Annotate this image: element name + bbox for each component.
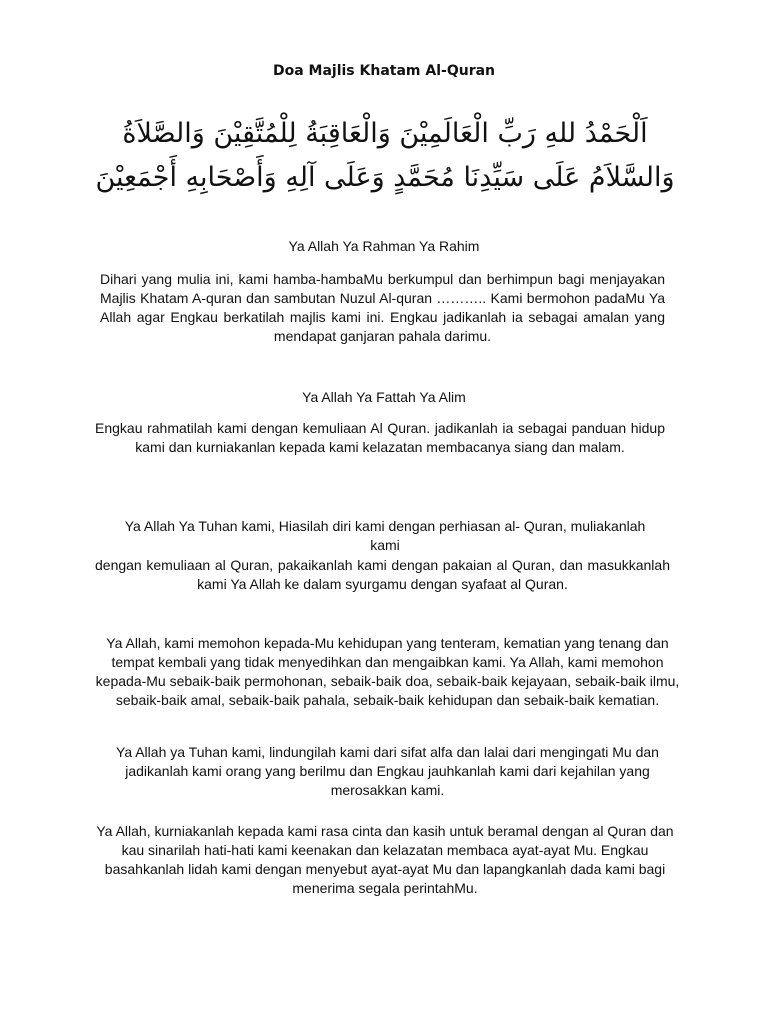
- heading-fattah-alim: Ya Allah Ya Fattah Ya Alim: [302, 389, 466, 405]
- paragraph-sifat-lalai: Ya Allah ya Tuhan kami, lindungilah kami dari sifat alfa dan lalai dari mengingati Mu dan jadikanlah kami orang yang berilmu dan Engkau jauhkanlah kami dari kejahilan yang merosakkan kami.: [116, 744, 659, 798]
- heading-rahman-rahim: Ya Allah Ya Rahman Ya Rahim: [288, 238, 480, 254]
- paragraph-hiasilah-line-1: Ya Allah Ya Tuhan kami, Hiasilah diri kami dengan perhiasan al- Quran, muliakanlah kami: [124, 518, 646, 553]
- document-title: Doa Majlis Khatam Al-Quran: [272, 63, 496, 79]
- arabic-opening-prayer: اَلْحَمْدُ للهِ رَبِّ الْعَالَمِيْنَ وَالْعَاقِبَةُ لِلْمُتَّقِيْنَ وَالصَّلاَةُ وَالسَّلاَمُ عَلَى سَيِّدِنَا مُحَمَّدٍ وَعَلَى آلِهِ وَأَصْحَابِهِ أَجْمَعِيْنَ: [95, 118, 675, 193]
- paragraph-hiasilah-line-2: dengan kemuliaan al Quran, pakaikanlah kami dengan pakaian al Quran, dan masukkanlah kami Ya Allah ke dalam syurgamu dengan syafaat al Quran.: [95, 557, 670, 592]
- paragraph-rahmat-quran: Engkau rahmatilah kami dengan kemuliaan Al Quran. jadikanlah ia sebagai panduan hidup kami dan kurniakanlan kepada kami kelazatan membacanya siang dan malam.: [95, 420, 665, 455]
- paragraph-kehidupan-tenteram: Ya Allah, kami memohon kepada-Mu kehidupan yang tenteram, kematian yang tenang dan tempat kembali yang tidak menyedihkan dan mengaibkan kami. Ya Allah, kami memohon kepada-Mu sebaik-baik permohonan, sebaik-baik doa, sebaik-baik kejayaan, sebaik-baik ilmu, sebaik-baik amal, sebaik-baik pahala, sebaik-baik kehidupan dan sebaik-baik kematian.: [95, 635, 680, 708]
- paragraph-majlis-intro: Dihari yang mulia ini, kami hamba-hambaMu berkumpul dan berhimpun bagi menjayakan Majlis Khatam A-quran dan sambutan Nuzul Al-quran ……….. Kami bermohon padaMu Ya Allah agar Engkau berkatilah majlis kami ini. Engkau jadikanlah ia sebagai amalan yang mendapat ganjaran pahala darimu.: [100, 271, 665, 344]
- paragraph-cinta-quran: Ya Allah, kurniakanlah kepada kami rasa cinta dan kasih untuk beramal dengan al Quran dan kau sinarilah hati-hati kami keenakan dan kelazatan membaca ayat-ayat Mu. Engkau basahkanlah lidah kami dengan menyebut ayat-ayat Mu dan lapangkanlah dada kami bagi menerima segala perintahMu.: [96, 823, 674, 896]
